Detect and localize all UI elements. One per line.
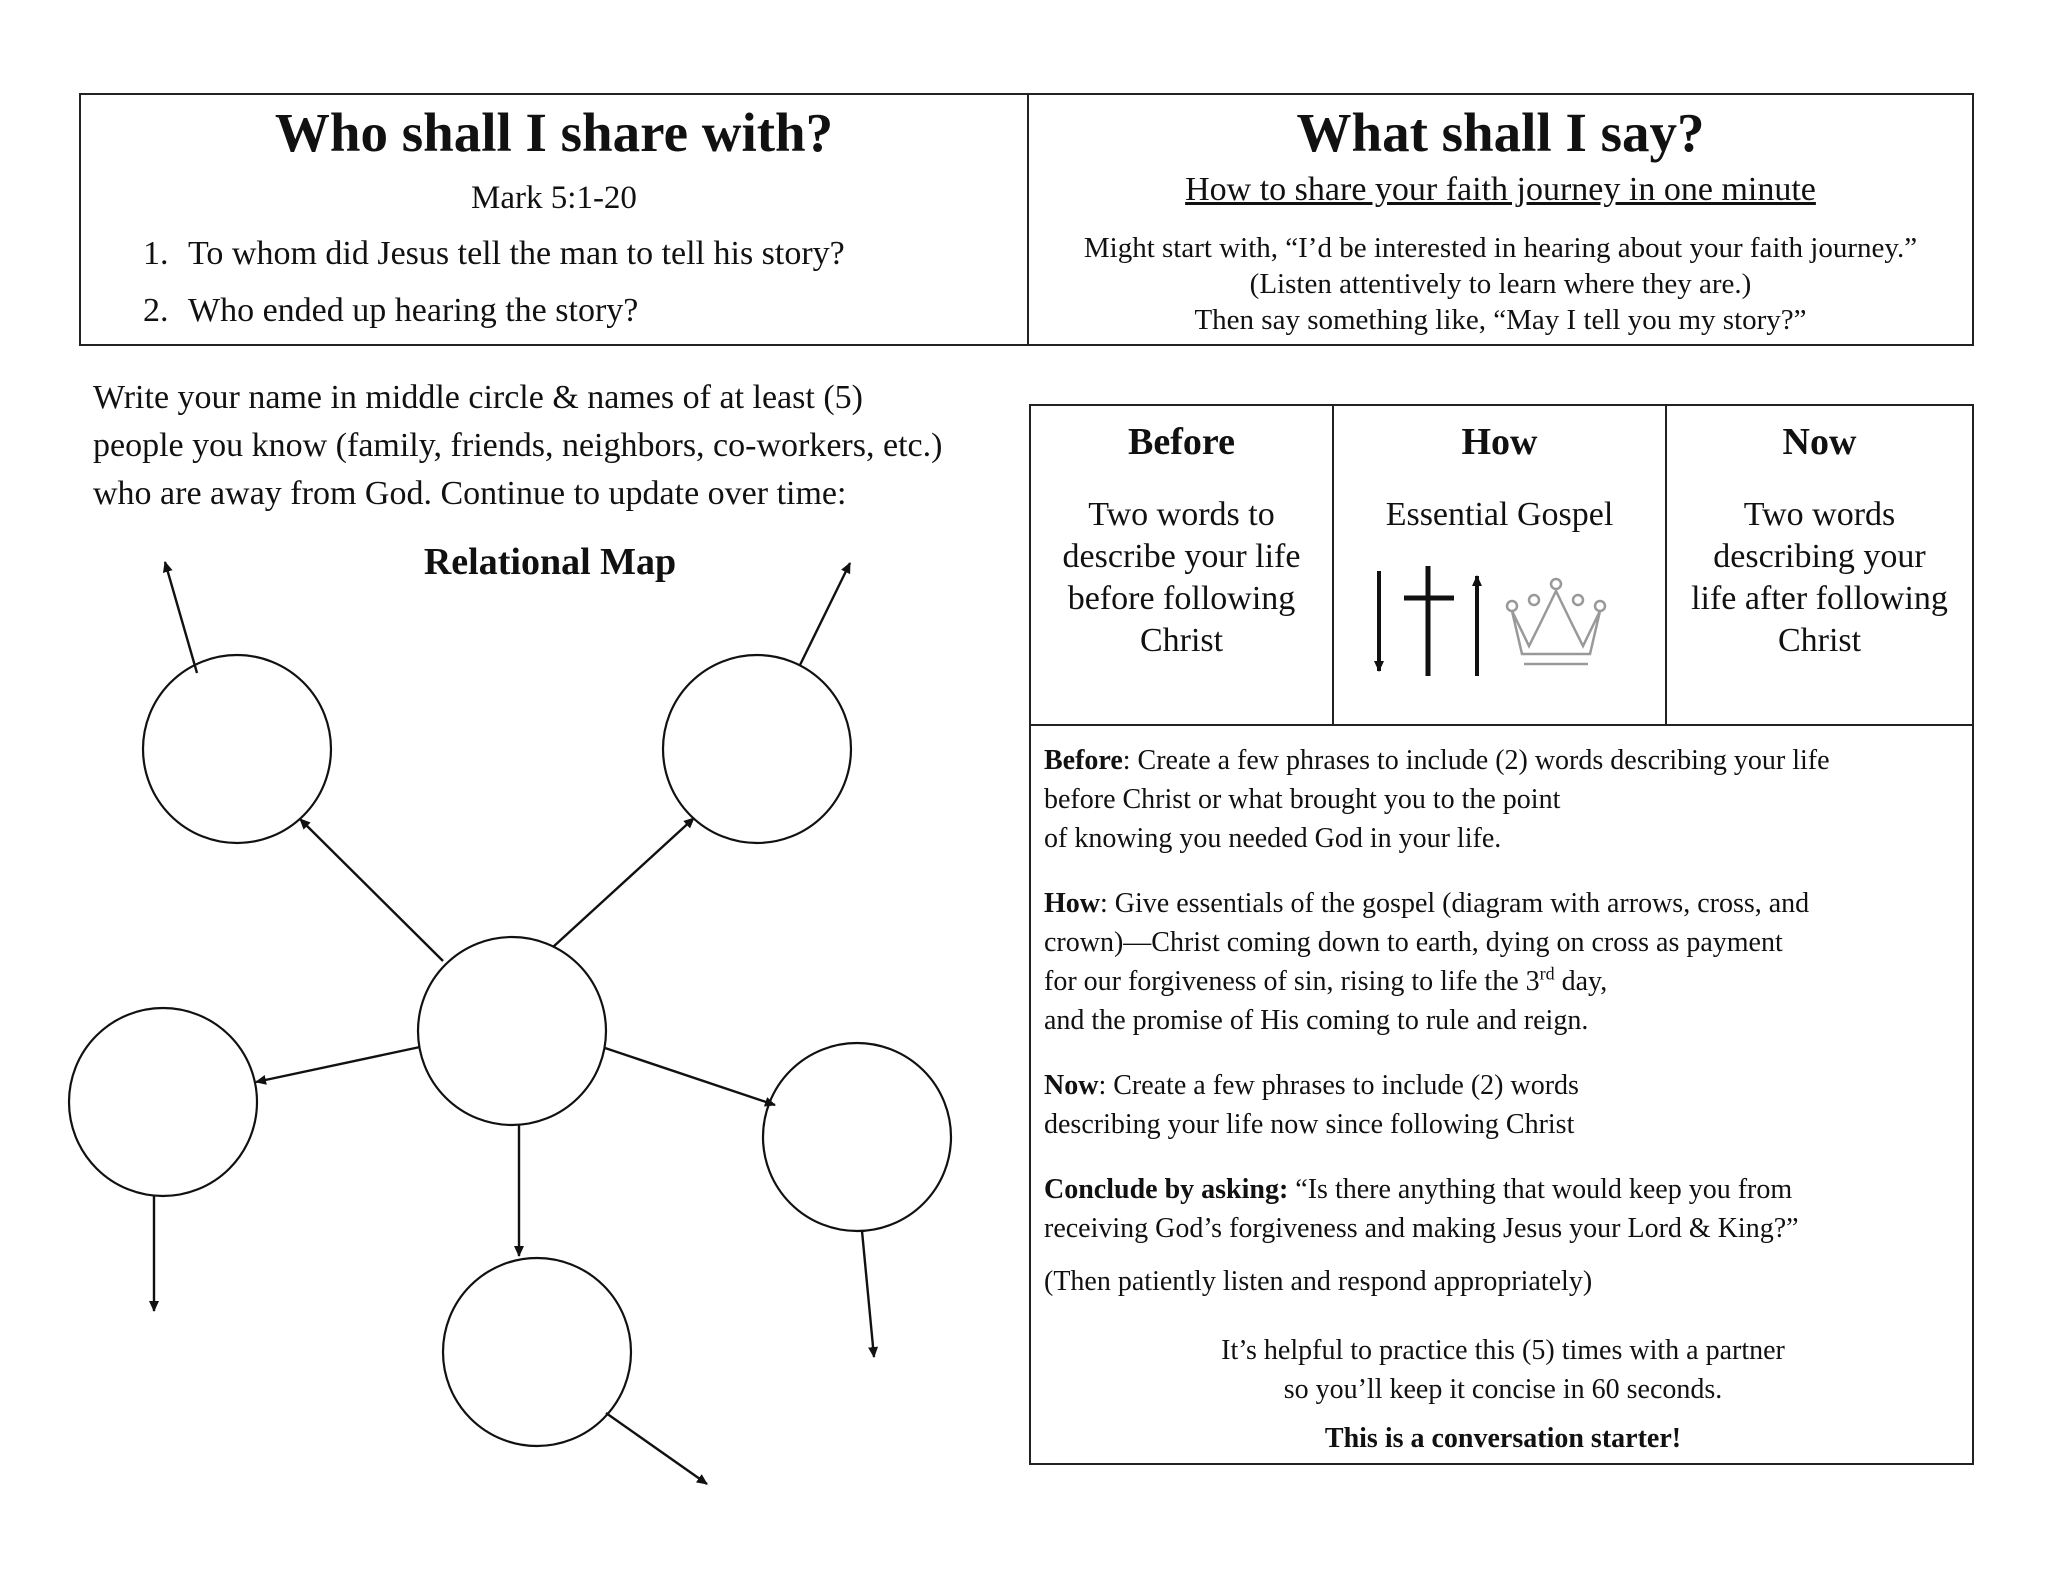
- relational-map-diagram: [0, 0, 1000, 1582]
- cross-icon: [1404, 566, 1454, 676]
- what-say-section: [1029, 95, 1972, 344]
- intro-line-1: Might start with, “I’d be interested in hearing about your faith journey.”: [1083, 232, 1918, 264]
- column-now-line-4: Christ: [1777, 622, 1862, 659]
- practice-line-1: It’s helpful to practice this (5) times with a partner: [1221, 1335, 1785, 1366]
- how-details: [1044, 884, 1962, 1040]
- how-details-line-3-end: day,: [1554, 966, 1608, 997]
- instructions-line-2: people you know (family, friends, neighbors, co-workers, etc.): [93, 427, 943, 464]
- question-1-text: To whom did Jesus tell the man to tell his story?: [188, 235, 845, 272]
- then-listen: (Then patiently listen and respond appropriately): [1044, 1266, 1593, 1297]
- before-details-line-3: of knowing you needed God in your life.: [1044, 823, 1502, 854]
- column-how-body: Essential Gospel: [1385, 496, 1614, 533]
- arrow-top-left-out: [165, 562, 197, 673]
- column-now-body: [1675, 494, 1964, 662]
- column-before-line-2: describe your life: [1062, 538, 1301, 575]
- intro-line-2: (Listen attentively to learn where they are.): [1249, 268, 1752, 300]
- question-2-text: Who ended up hearing the story?: [188, 292, 639, 329]
- essential-gospel-diagram: [1364, 556, 1654, 696]
- crown-icon: [1507, 579, 1605, 664]
- how-details-sup: rd: [1539, 963, 1555, 984]
- instructions-line-1: Write your name in middle circle & names of at least (5): [93, 379, 863, 416]
- column-how: [1334, 406, 1667, 724]
- before-details: [1044, 741, 1962, 858]
- question-1-number: 1.: [143, 235, 169, 272]
- arrow-bottom-out: [606, 1413, 707, 1484]
- arrow-center-to-top-right: [553, 818, 694, 947]
- column-how-heading: How: [1461, 421, 1538, 463]
- column-now-line-2: describing your: [1713, 538, 1926, 575]
- column-now-line-1: Two words: [1743, 496, 1896, 533]
- before-details-label: Before: [1044, 745, 1123, 776]
- instructions-line-3: who are away from God. Continue to update over time:: [93, 475, 847, 512]
- relation-circle-right[interactable]: [763, 1043, 951, 1231]
- how-details-line-3: for our forgiveness of sin, rising to life the 3: [1044, 966, 1540, 997]
- how-details-line-4: and the promise of His coming to rule and reign.: [1044, 1005, 1589, 1036]
- arrow-right-out: [862, 1231, 874, 1357]
- column-before-body: [1039, 494, 1324, 662]
- now-details-line-2: describing your life now since following Christ: [1044, 1109, 1575, 1140]
- column-before-heading: Before: [1128, 421, 1235, 463]
- now-details-label: Now: [1044, 1070, 1099, 1101]
- relation-circle-bottom[interactable]: [443, 1258, 631, 1446]
- arrow-center-to-right: [605, 1048, 775, 1105]
- how-details-line-2: crown)—Christ coming down to earth, dying on cross as payment: [1044, 927, 1783, 958]
- relation-circle-top-right[interactable]: [663, 655, 851, 843]
- arrow-center-to-left: [256, 1047, 420, 1082]
- column-before-line-1: Two words to: [1088, 496, 1275, 533]
- conversation-starter: This is a conversation starter!: [1324, 1423, 1682, 1454]
- what-say-subtitle: How to share your faith journey in one minute: [1185, 171, 1816, 208]
- column-before-line-4: Christ: [1139, 622, 1224, 659]
- how-details-label: How: [1044, 888, 1100, 919]
- center-name-circle[interactable]: [418, 937, 606, 1125]
- column-now: [1667, 406, 1972, 724]
- column-now-heading: Now: [1782, 421, 1857, 463]
- practice-line-2: so you’ll keep it concise in 60 seconds.: [1283, 1374, 1723, 1405]
- conclude-line-1: “Is there anything that would keep you from: [1288, 1174, 1793, 1205]
- arrow-top-right-out: [800, 563, 850, 665]
- column-before: [1031, 406, 1334, 724]
- relation-circle-top-left[interactable]: [143, 655, 331, 843]
- conclude-details: [1044, 1170, 1962, 1248]
- column-before-line-3: before following: [1067, 580, 1296, 617]
- details-section: [1044, 741, 1962, 1484]
- now-details: [1044, 1066, 1962, 1144]
- before-details-line-1: : Create a few phrases to include (2) words describing your life: [1122, 745, 1830, 776]
- who-share-title: Who shall I share with?: [274, 102, 834, 163]
- column-now-line-3: life after following: [1691, 580, 1948, 617]
- before-how-now-columns: [1031, 406, 1972, 726]
- arrow-center-to-top-left: [300, 819, 443, 961]
- relational-map-title: Relational Map: [423, 541, 677, 583]
- intro-line-3: Then say something like, “May I tell you my story?”: [1194, 304, 1807, 336]
- conclude-line-2: receiving God’s forgiveness and making Jesus your Lord & King?”: [1044, 1213, 1799, 1244]
- how-details-line-1: : Give essentials of the gospel (diagram with arrows, cross, and: [1100, 888, 1810, 919]
- before-details-line-2: before Christ or what brought you to the point: [1044, 784, 1561, 815]
- scripture-reference: Mark 5:1-20: [471, 180, 637, 216]
- before-how-now-box: [1029, 404, 1974, 1465]
- relation-circle-left[interactable]: [69, 1008, 257, 1196]
- practice-note: [1044, 1331, 1962, 1409]
- conclude-label: Conclude by asking:: [1044, 1174, 1289, 1205]
- question-2-number: 2.: [143, 292, 169, 329]
- now-details-line-1: : Create a few phrases to include (2) words: [1098, 1070, 1579, 1101]
- what-say-title: What shall I say?: [1296, 102, 1705, 163]
